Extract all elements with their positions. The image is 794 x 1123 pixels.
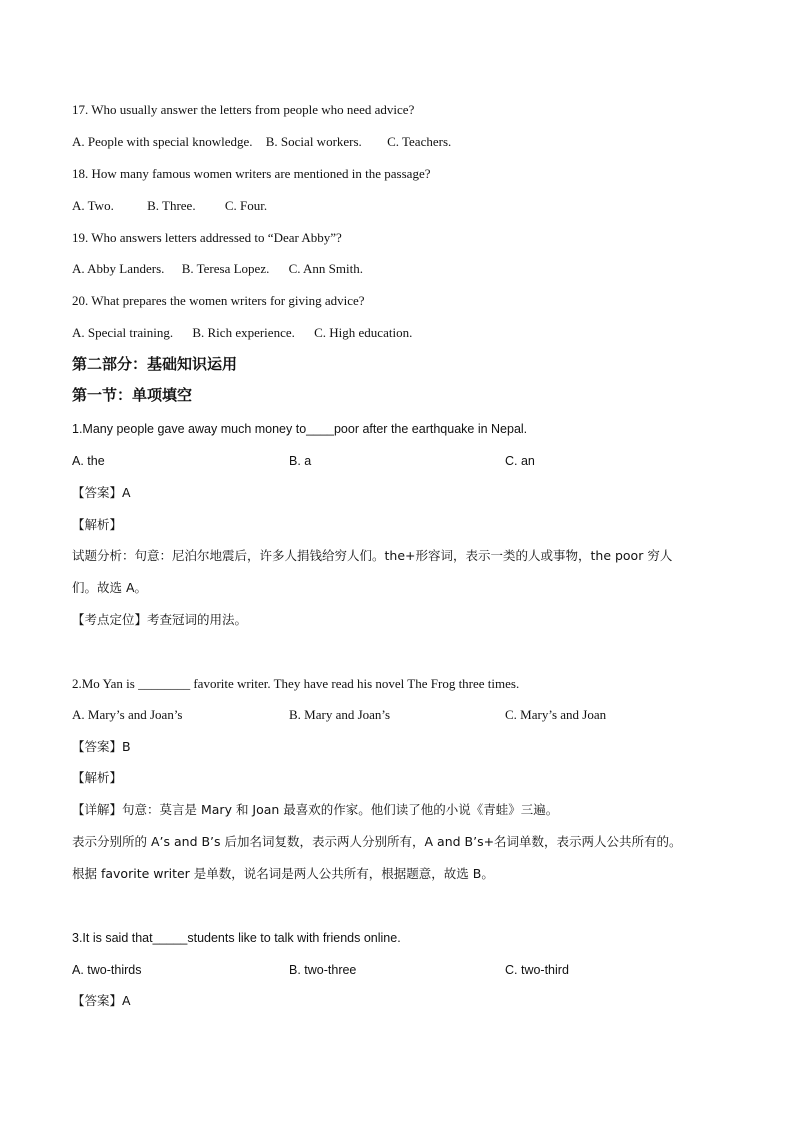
part-heading: 第二部分：基础知识运用 <box>72 355 238 373</box>
option-a: A. the <box>72 454 105 468</box>
mc3-stem: 3.It is said that_____students like to talk with friends online. <box>72 931 401 945</box>
option-c: C. High education. <box>314 325 413 340</box>
mc1-options <box>72 452 732 470</box>
option-b: B. Social workers. <box>265 134 362 149</box>
question-19-stem: 19. Who answers letters addressed to “Dear Abby”? <box>72 230 342 245</box>
option-b: B. two-three <box>289 963 357 977</box>
answer-value: B <box>122 739 131 754</box>
mc3-answer <box>72 992 131 1010</box>
option-b: B. Three. <box>147 198 196 213</box>
mc2-analysis-tag: 【解析】 <box>72 770 123 785</box>
option-b: B. Mary and Joan’s <box>289 707 391 722</box>
option-c: C. Four. <box>224 198 268 213</box>
mc2-detail <box>72 801 558 819</box>
mc2-explanation-line-2: 表示分别所的 A’s and B’s 后加名词复数，表示两人分别所有，A and B’s+名词单数，表示两人公共所有的。 <box>72 834 682 849</box>
option-b: B. a <box>289 454 312 468</box>
question-18-stem: 18. How many famous women writers are mentioned in the passage? <box>72 166 431 181</box>
mc1-answer <box>72 484 131 502</box>
option-a: A. Abby Landers. <box>72 261 165 276</box>
answer-tag: 【答案】 <box>72 993 123 1008</box>
question-20-stem: 20. What prepares the women writers for giving advice? <box>72 293 365 308</box>
answer-value: A <box>122 993 131 1008</box>
option-b: B. Teresa Lopez. <box>181 261 270 276</box>
option-c: C. two-third <box>505 963 569 977</box>
mc1-analysis-line-2: 们。故选 A。 <box>72 580 148 595</box>
answer-tag: 【答案】 <box>72 485 123 500</box>
point-tag: 【考点定位】 <box>72 612 148 627</box>
mc1-stem: 1.Many people gave away much money to____poor after the earthquake in Nepal. <box>72 422 528 436</box>
option-a: A. People with special knowledge. <box>72 134 253 149</box>
question-19-options <box>72 260 363 278</box>
mc2-answer <box>72 738 131 756</box>
answer-tag: 【答案】 <box>72 739 123 754</box>
mc2-options <box>72 706 732 724</box>
option-a: A. Special training. <box>72 325 174 340</box>
question-17-stem: 17. Who usually answer the letters from people who need advice? <box>72 102 415 117</box>
mc2-stem: 2.Mo Yan is ________ favorite writer. They have read his novel The Frog three times. <box>72 676 520 691</box>
mc1-point <box>72 611 247 629</box>
point-text: 考查冠词的用法。 <box>147 612 248 627</box>
detail-text: 句意：莫言是 Mary 和 Joan 最喜欢的作家。他们读了他的小说《青蛙》三遍。 <box>122 802 559 817</box>
section-heading: 第一节：单项填空 <box>72 386 193 404</box>
option-a: A. two-thirds <box>72 963 142 977</box>
option-a: A. Mary’s and Joan’s <box>72 707 183 722</box>
mc2-explanation-line-3: 根据 favorite writer 是单数，说名词是两人公共所有，根据题意，故选 B。 <box>72 866 494 881</box>
question-18-options <box>72 197 267 215</box>
option-c: C. Mary’s and Joan <box>505 707 607 722</box>
mc1-analysis-line-1: 试题分析：句意：尼泊尔地震后，许多人捐钱给穷人们。the+形容词，表示一类的人或事物，the poor 穷人 <box>72 548 673 563</box>
option-c: C. Ann Smith. <box>288 261 364 276</box>
option-a: A. Two. <box>72 198 114 213</box>
option-c: C. an <box>505 454 535 468</box>
mc3-options <box>72 961 732 979</box>
question-17-options <box>72 133 451 151</box>
mc1-analysis-tag: 【解析】 <box>72 517 123 532</box>
option-b: B. Rich experience. <box>192 325 295 340</box>
answer-value: A <box>122 485 131 500</box>
detail-tag: 【详解】 <box>72 802 123 817</box>
question-20-options <box>72 324 412 342</box>
option-c: C. Teachers. <box>387 134 452 149</box>
